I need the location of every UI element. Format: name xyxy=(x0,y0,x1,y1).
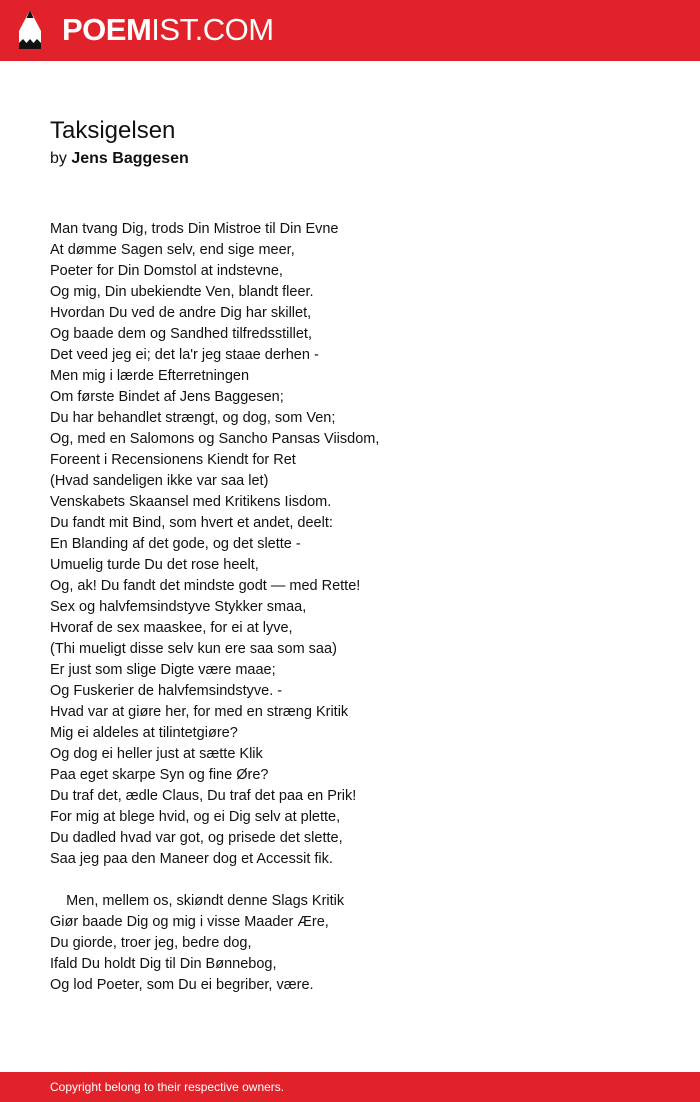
poem-line: En Blanding af det gode, og det slette - xyxy=(50,536,301,552)
poem-stanza xyxy=(50,891,670,996)
poem-line: Og Fuskerier de halvfemsindstyve. - xyxy=(50,683,283,699)
poem-line: Venskabets Skaansel med Kritikens Iisdom. xyxy=(50,494,332,510)
poem-line: Hvoraf de sex maaskee, for ei at lyve, xyxy=(50,620,293,636)
poem-line: (Thi mueligt disse selv kun ere saa som saa) xyxy=(50,641,337,657)
poem-line: Men, mellem os, skiøndt denne Slags Kritik xyxy=(50,893,345,909)
poem-line: Og lod Poeter, som Du ei begriber, være. xyxy=(50,977,314,993)
poem-line: Paa eget skarpe Syn og fine Øre? xyxy=(50,767,269,783)
site-logo-link[interactable] xyxy=(18,9,274,51)
poem-line: Og baade dem og Sandhed tilfredsstillet, xyxy=(50,326,312,342)
poem-line: Giør baade Dig og mig i visse Maader Ære, xyxy=(50,914,329,930)
poem-line: Og, ak! Du fandt det mindste godt — med Rette! xyxy=(50,578,361,594)
poem-line: Mig ei aldeles at tilintetgiøre? xyxy=(50,725,238,741)
poem-line: Hvordan Du ved de andre Dig har skillet, xyxy=(50,305,312,321)
poem-line: Du traf det, ædle Claus, Du traf det paa en Prik! xyxy=(50,788,357,804)
poem-line: Saa jeg paa den Maneer dog et Accessit fik. xyxy=(50,851,333,867)
poem-body xyxy=(50,219,670,996)
poem-line: Og, med en Salomons og Sancho Pansas Viisdom, xyxy=(50,431,380,447)
poem-line: Men mig i lærde Efterretningen xyxy=(50,368,250,384)
poem-author: Jens Baggesen xyxy=(71,150,189,167)
by-label: by xyxy=(50,150,67,167)
poem-line: For mig at blege hvid, og ei Dig selv at plette, xyxy=(50,809,341,825)
poem-line: Foreent i Recensionens Kiendt for Ret xyxy=(50,452,296,468)
poem-line: Poeter for Din Domstol at indstevne, xyxy=(50,263,283,279)
poem-line: Umuelig turde Du det rose heelt, xyxy=(50,557,259,573)
poem-line: Man tvang Dig, trods Din Mistroe til Din Evne xyxy=(50,221,339,237)
logo-light-text: IST.COM xyxy=(151,12,274,47)
poem-line: Du fandt mit Bind, som hvert et andet, deelt: xyxy=(50,515,333,531)
poem-title: Taksigelsen xyxy=(50,117,176,144)
poem-line: At dømme Sagen selv, end sige meer, xyxy=(50,242,295,258)
poem-byline xyxy=(50,148,189,170)
poem-line: Du har behandlet strængt, og dog, som Ven; xyxy=(50,410,336,426)
site-header xyxy=(0,0,700,61)
poem-line: Om første Bindet af Jens Baggesen; xyxy=(50,389,284,405)
poem-line: Og dog ei heller just at sætte Klik xyxy=(50,746,263,762)
poem-line: Ifald Du holdt Dig til Din Bønnebog, xyxy=(50,956,277,972)
poem-stanza xyxy=(50,219,670,870)
copyright-text: Copyright belong to their respective owners. xyxy=(50,1080,285,1094)
site-logo-text xyxy=(62,9,274,51)
poem-line: Det veed jeg ei; det la'r jeg staae derhen - xyxy=(50,347,319,363)
poem-line: Du dadled hvad var got, og prisede det slette, xyxy=(50,830,343,846)
poem-line: Sex og halvfemsindstyve Stykker smaa, xyxy=(50,599,307,615)
site-footer xyxy=(0,1072,700,1102)
poem-line: Er just som slige Digte være maae; xyxy=(50,662,276,678)
pencil-icon xyxy=(18,9,42,51)
poem-line: Du giorde, troer jeg, bedre dog, xyxy=(50,935,252,951)
poem-line: Og mig, Din ubekiendte Ven, blandt fleer. xyxy=(50,284,314,300)
poem-line: (Hvad sandeligen ikke var saa let) xyxy=(50,473,269,489)
poem-line: Hvad var at giøre her, for med en stræng Kritik xyxy=(50,704,349,720)
logo-bold-text: POEM xyxy=(62,12,152,47)
